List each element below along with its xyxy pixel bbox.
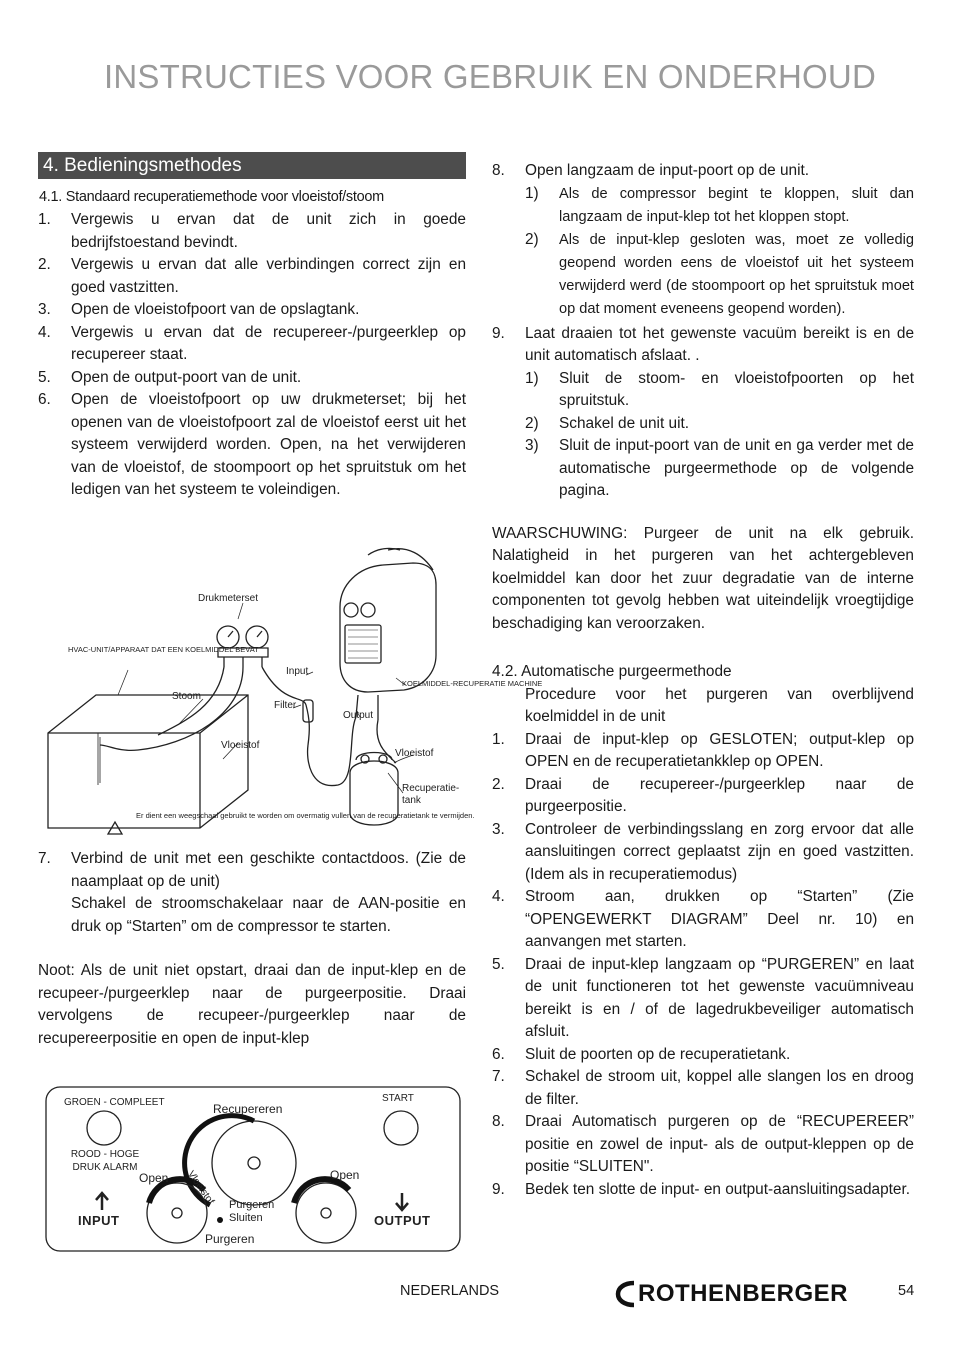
tank-liquid-label: Vloeistof	[395, 748, 434, 759]
list-item-text: Schakel de unit uit.	[559, 414, 690, 432]
list-item-text: Vergewis u ervan dat de unit zich in goede bedrijfstoestand bevindt.	[71, 211, 466, 251]
purge-label: Purgeren	[205, 1232, 255, 1246]
list-item-text: Open de output-poort van de unit.	[71, 368, 302, 386]
list-item	[492, 774, 914, 819]
output-panel-label: OUTPUT	[374, 1213, 431, 1228]
purge-steps-list	[492, 729, 914, 1202]
section-title: 4. Bedieningsmethodes	[38, 152, 466, 179]
list-item	[492, 183, 914, 229]
list-item-number: 6.	[38, 391, 51, 408]
list-item-number: 3)	[525, 437, 539, 454]
list-item-number: 9.	[492, 1180, 505, 1198]
subsection-2-intro: Procedure voor het purgeren van overblijvend koelmiddel in de unit	[525, 685, 914, 725]
list-item-text: Vergewis u ervan dat de recupereer-/purgeerklep op recupereer staat.	[71, 323, 466, 363]
step-9-subs	[492, 368, 914, 503]
subsection-title: 4.1. Standaard recuperatiemethode voor vloeistof/stoom	[39, 189, 384, 205]
vapor-label: Stoom	[172, 691, 201, 702]
warning-text: WAARSCHUWING: Purgeer de unit na elk gebruik. Nalatigheid in het purgeren van het achtergebleven koelmiddel kan door het zuur degradatie van de interne componenten tot gevolg hebben wat uiteindelijk vroegtijdige beschadiging kan veroorzaken.	[492, 524, 914, 632]
note-clip	[38, 960, 466, 1047]
tank-label: Recuperatie-tank	[402, 783, 460, 806]
list-item-text: Sluit de stoom- en vloeistofpoorten op het spruitstuk.	[559, 369, 914, 409]
brand-name: ROTHENBERGER	[638, 1280, 849, 1307]
list-item-text: Stroom aan, drukken op “Starten” (Zie “OPENGEWERKT DIAGRAM” Deel nr. 10) en aanvangen met starten.	[525, 888, 914, 950]
list-item-text: Open de vloeistofpoort van de opslagtank.	[71, 301, 360, 318]
list-item	[492, 954, 914, 1044]
list-item-number: 1)	[525, 369, 539, 387]
green-complete-label: GROEN - COMPLEET	[64, 1097, 165, 1108]
brand-logo	[614, 1280, 848, 1308]
list-item	[492, 1066, 914, 1111]
output-label: Output	[343, 710, 374, 721]
steps-list	[38, 209, 466, 502]
list-item	[38, 322, 466, 367]
page-number: 54	[898, 1283, 915, 1299]
list-item	[38, 389, 466, 502]
list-item-number: 3.	[38, 301, 51, 318]
list-item-text: Bedek ten slotte de input- en output-aansluitingsadapter.	[525, 1180, 911, 1198]
list-item-text: Sluit de input-poort van de unit en ga verder met de automatische purgeermethode op de volgende pagina.	[559, 437, 914, 499]
list-item	[492, 435, 914, 503]
list-item-text: Draai de recupereer-/purgeerklep naar de purgeerpositie.	[525, 775, 914, 815]
subsection-2-title: 4.2. Automatische purgeermethode	[492, 663, 732, 680]
input-label: Input	[286, 666, 309, 677]
right-column	[492, 160, 914, 1201]
note-text: Noot: Als de unit niet opstart, draai dan de input-klep en de recupeer-/purgeerklep naar de purgeerpositie. Draai vervolgens de recupeer-/purgeerklep naar de recupereerpositie en open de input-klep	[38, 962, 466, 1047]
step-7: 7. Verbind de unit met een geschikte contactdoos. (Zie de naamplaat op de unit)	[38, 850, 466, 890]
list-item-text: Controleer de verbindingsslang en zorg ervoor dat alle aansluitingen correct geplaatst zijn en goed vastzitten. (Idem als in recuperatiemodus)	[525, 820, 914, 883]
hvac-label: HVAC-UNIT/APPARAAT DAT EEN KOELMIDDEL BEVAT	[68, 645, 259, 654]
list-item	[492, 1111, 914, 1179]
list-item-text: Draai de input-klep op GESLOTEN; output-klep op OPEN en de recuperatietankklep op OPEN.	[525, 730, 914, 770]
list-item-number: 4.	[492, 888, 505, 905]
liquid-label: Vloeistof	[184, 1169, 217, 1207]
list-item-number: 1)	[525, 184, 539, 202]
list-item	[38, 209, 466, 254]
page-title: INSTRUCTIES VOOR GEBRUIK EN ONDERHOUD	[104, 58, 876, 95]
list-item	[492, 1179, 914, 1202]
red-alarm-label: ROOD - HOGE DRUK ALARM	[70, 1149, 140, 1173]
start-label: START	[382, 1093, 414, 1104]
list-item-number: 2.	[38, 256, 51, 273]
list-item	[492, 229, 914, 321]
list-item	[492, 368, 914, 413]
list-item-text: Vergewis u ervan dat alle verbindingen correct zijn en goed vastzitten.	[71, 256, 466, 296]
list-item-number: 5.	[492, 955, 505, 973]
list-item	[492, 729, 914, 774]
open-left-label: Open	[139, 1171, 169, 1185]
list-item-number: 1.	[38, 211, 51, 228]
control-panel-diagram	[44, 1085, 462, 1255]
list-item	[38, 254, 466, 299]
list-item-number: 1.	[492, 730, 505, 748]
list-item-number: 5.	[38, 368, 51, 386]
open-right-label: Open	[330, 1168, 360, 1182]
step-7-continued: Schakel de stroomschakelaar naar de AAN-positie en druk op “Starten” om de compressor te starten.	[71, 895, 466, 935]
list-item-number: 2.	[492, 775, 505, 793]
list-item-number: 3.	[492, 820, 505, 838]
list-item	[492, 1044, 914, 1067]
list-item-text: Als de compressor begint te kloppen, sluit dan langzaam de input-klep tot het kloppen stopt.	[559, 185, 914, 225]
brand-mark-icon	[614, 1280, 638, 1308]
list-item-text: Open de vloeistofpoort op uw drukmeterset; bij het openen van de vloeistofpoort zal de vloeistof eerst uit het systeem verwijderd worden. Open, na het verwijderen van de vloeistof, de stoompoort op het spruitstuk om het ledigen van het systeem te voleindigen.	[71, 391, 466, 498]
list-item-text: Sluit de poorten op de recuperatietank.	[525, 1045, 791, 1063]
filter-label: Filter	[274, 700, 297, 711]
purge-close-label: Purgeren Sluiten	[229, 1199, 275, 1224]
list-item-number: 2)	[525, 414, 539, 432]
list-item-text: Draai de input-klep langzaam op “PURGEREN” en laat de unit functioneren tot het gewenste vacuümniveau bereikt is en / of de lagedrukbeveiliger automatisch afsluit.	[525, 955, 914, 1040]
left-column	[38, 152, 466, 502]
left-lower	[38, 848, 466, 1047]
list-item-number: 2)	[525, 230, 539, 248]
footer-language: NEDERLANDS	[400, 1283, 500, 1299]
list-item-text: Schakel de stroom uit, koppel alle slangen los en droog de filter.	[525, 1068, 914, 1108]
list-item	[492, 819, 914, 887]
list-item	[38, 367, 466, 390]
recovery-diagram	[38, 545, 543, 840]
list-item-text: Als de input-klep gesloten was, moet ze volledig geopend worden eens de vloeistof uit het systeem verwijderd werd (de stoompoort op het spruitstuk moet op dat moment eveneens geopend worden).	[559, 231, 914, 317]
list-item-text: Draai Automatisch purgeren op de “RECUPEREER” positie en zowel de input- als de output-kleppen op de positie “SLUITEN".	[525, 1113, 914, 1175]
list-item	[492, 886, 914, 954]
list-item-number: 8.	[492, 1113, 505, 1130]
recover-label: Recupereren	[213, 1102, 283, 1116]
list-item-number: 4.	[38, 323, 51, 341]
step-9: 9. Laat draaien tot het gewenste vacuüm bereikt is en de unit automatisch afslaat. .	[492, 324, 914, 364]
liquid-label: Vloeistof	[221, 740, 260, 751]
input-panel-label: INPUT	[78, 1213, 120, 1228]
list-item-number: 7.	[492, 1068, 505, 1085]
list-item	[492, 413, 914, 436]
gauge-label: Drukmeterset	[198, 593, 259, 604]
step-8-subs	[492, 183, 914, 321]
scale-warning-text: Er dient een weegschaal gebruikt te worden om overmatig vullen van de recuperatietank te vermijden.	[136, 811, 475, 820]
list-item-number: 6.	[492, 1045, 505, 1063]
list-item	[38, 299, 466, 322]
step-8: 8. Open langzaam de input-poort op de unit.	[492, 162, 810, 179]
machine-label: KOELMIDDEL-RECUPERATIE MACHINE	[402, 679, 543, 688]
